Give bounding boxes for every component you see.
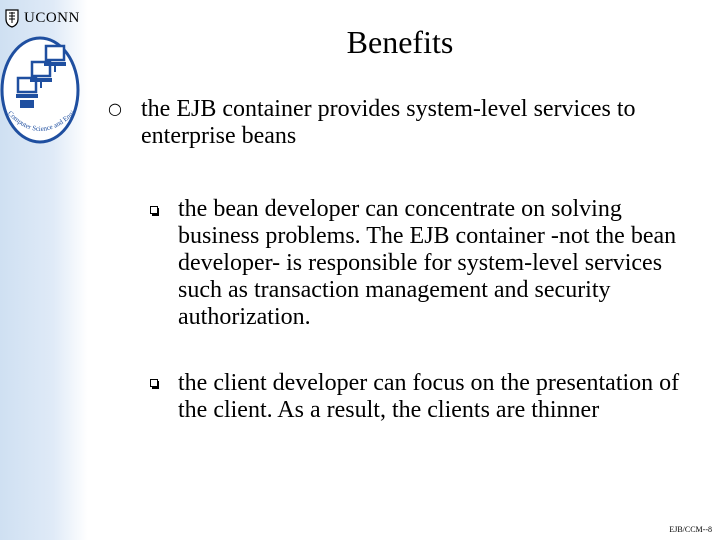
square-bullet-icon [150,206,159,216]
network-computers-icon [0,32,86,152]
institution-name: UCONN [24,9,80,26]
main-point: the EJB container provides system-level services to enterprise beans [141,96,636,149]
sub-point: the bean developer can concentrate on solving business problems. The EJB container -not the bean developer- is responsible for system-level services such as transaction management and security authorization. [178,196,677,330]
slide-title: Benefits [346,24,454,60]
slide-footer: EJB/CCM--8 [669,525,712,534]
logo-text: Computer Science and Engi [6,108,77,134]
square-bullet-icon [150,379,159,389]
seal-icon [4,8,20,28]
uconn-header [4,5,80,31]
sub-point: the client developer can focus on the presentation of the client. As a result, the clients are thinner [178,370,680,423]
circle-bullet-icon: ○ [108,99,122,118]
